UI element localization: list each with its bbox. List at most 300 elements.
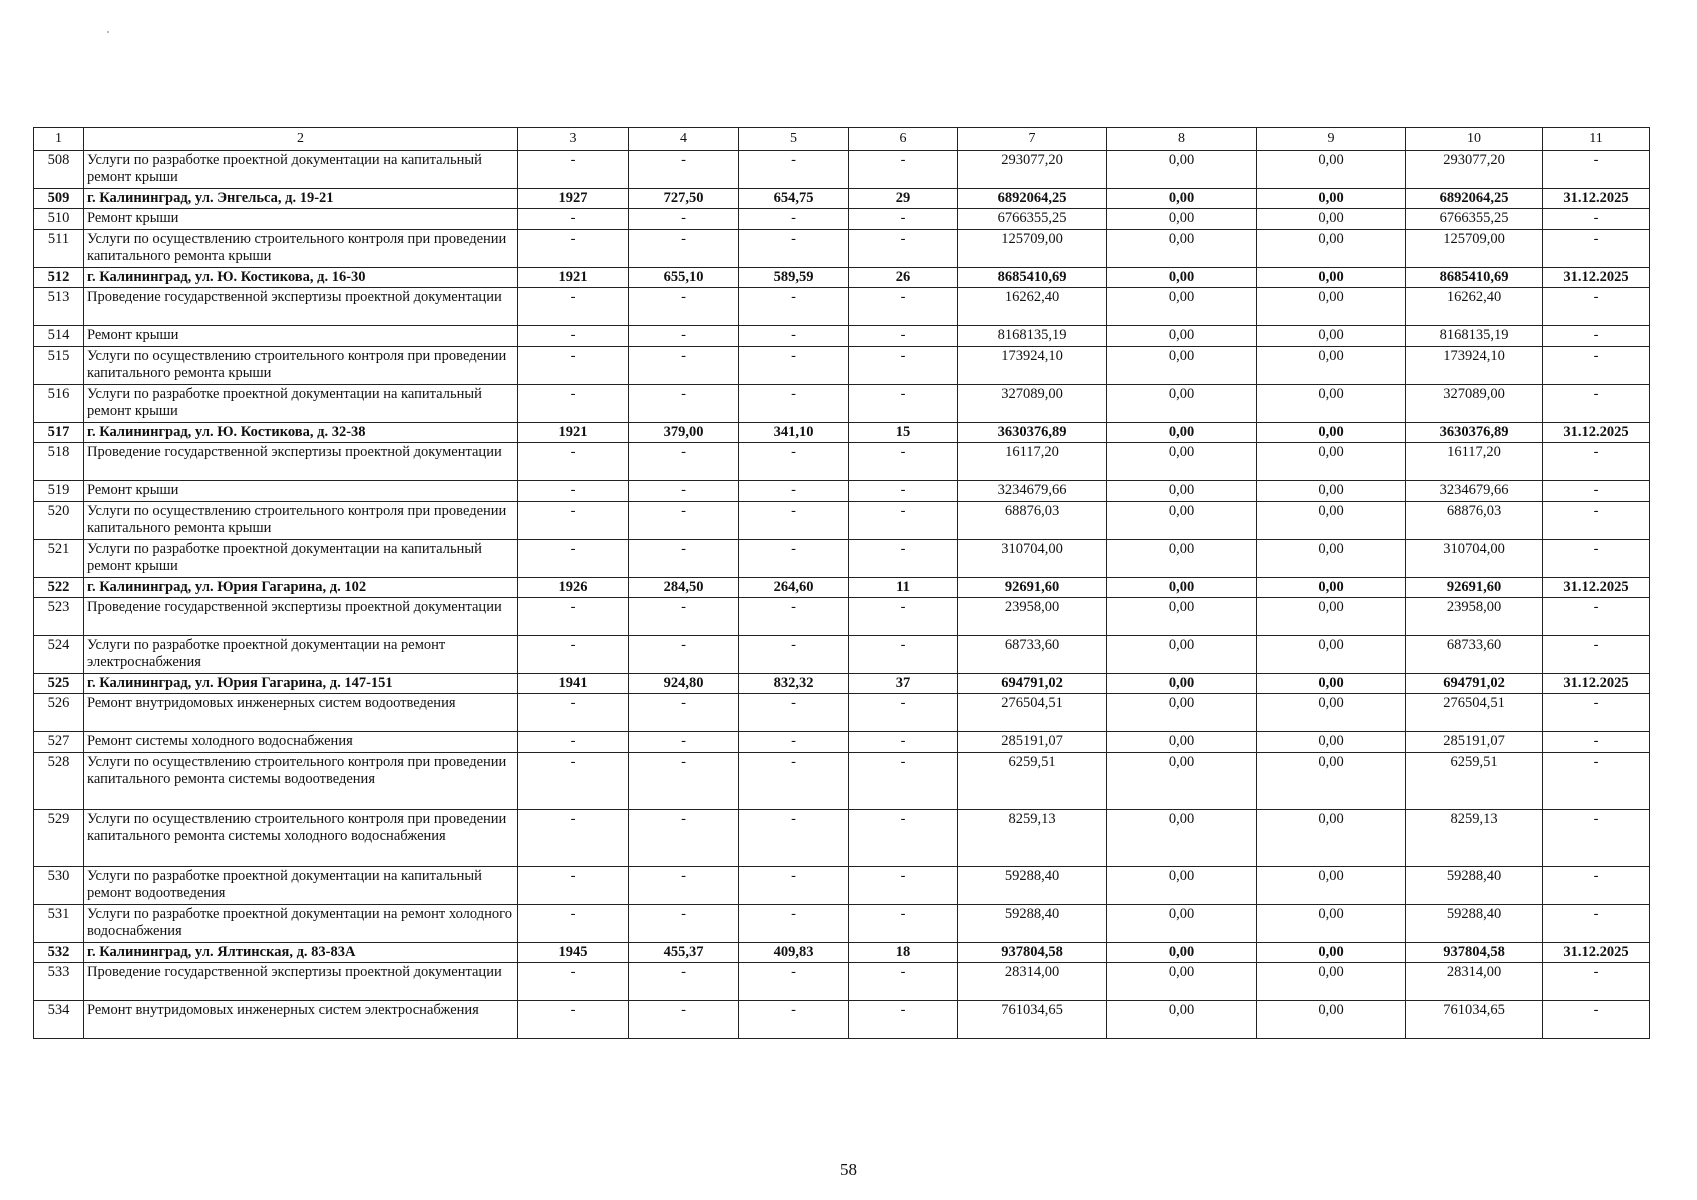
cell-residents: - [849,151,958,189]
column-header: 9 [1257,128,1406,151]
work-description: г. Калининград, ул. Ю. Костикова, д. 16-30 [84,268,518,288]
cell-total-cost: 310704,00 [958,540,1107,578]
cell-deadline: 31.12.2025 [1543,268,1650,288]
work-description: Услуги по осуществлению строительного контроля при проведении капитального ремонта системы водоотведения [84,753,518,810]
cell-owner-cost: 3234679,66 [1406,481,1543,502]
cell-budget-cost: 0,00 [1257,268,1406,288]
cell-area-living: - [739,209,849,230]
row-number: 515 [34,347,84,385]
work-row [34,963,1650,1001]
cell-area-total: - [629,598,739,636]
cell-year: - [518,963,629,1001]
cell-deadline: - [1543,481,1650,502]
cell-owner-cost: 59288,40 [1406,867,1543,905]
cell-residents: - [849,636,958,674]
cell-area-total: 655,10 [629,268,739,288]
column-header: 10 [1406,128,1543,151]
cell-owner-cost: 59288,40 [1406,905,1543,943]
cell-year: - [518,326,629,347]
cell-deadline: 31.12.2025 [1543,674,1650,694]
cell-residents: - [849,1001,958,1039]
cell-total-cost: 6259,51 [958,753,1107,810]
cell-area-total: - [629,753,739,810]
cell-residents: - [849,230,958,268]
cell-total-cost: 694791,02 [958,674,1107,694]
work-description: г. Калининград, ул. Юрия Гагарина, д. 147-151 [84,674,518,694]
cell-residents: - [849,598,958,636]
cell-year: - [518,732,629,753]
cell-area-living: - [739,1001,849,1039]
work-description: г. Калининград, ул. Ю. Костикова, д. 32-38 [84,423,518,443]
row-number: 532 [34,943,84,963]
cell-year: - [518,209,629,230]
work-description: Проведение государственной экспертизы проектной документации [84,963,518,1001]
row-number: 524 [34,636,84,674]
cell-fund-cost: 0,00 [1107,268,1257,288]
row-number: 527 [34,732,84,753]
cell-deadline: - [1543,1001,1650,1039]
cell-deadline: - [1543,905,1650,943]
cell-area-living: - [739,385,849,423]
cell-area-living: - [739,443,849,481]
cell-area-total: 727,50 [629,189,739,209]
work-description: Услуги по разработке проектной документации на капитальный ремонт водоотведения [84,867,518,905]
cell-area-total: - [629,347,739,385]
row-number: 512 [34,268,84,288]
cell-area-total: - [629,209,739,230]
work-row [34,810,1650,867]
work-description: г. Калининград, ул. Ялтинская, д. 83-83А [84,943,518,963]
cell-area-living: 264,60 [739,578,849,598]
cell-budget-cost: 0,00 [1257,347,1406,385]
cell-budget-cost: 0,00 [1257,753,1406,810]
capital-repair-table [33,127,1650,1039]
cell-deadline: - [1543,732,1650,753]
work-row [34,209,1650,230]
cell-fund-cost: 0,00 [1107,347,1257,385]
cell-area-total: 455,37 [629,943,739,963]
cell-area-living: - [739,753,849,810]
work-description: Услуги по осуществлению строительного контроля при проведении капитального ремонта крыши [84,347,518,385]
work-row [34,598,1650,636]
cell-owner-cost: 285191,07 [1406,732,1543,753]
work-description: Ремонт внутридомовых инженерных систем электроснабжения [84,1001,518,1039]
cell-year: - [518,443,629,481]
cell-budget-cost: 0,00 [1257,189,1406,209]
cell-total-cost: 327089,00 [958,385,1107,423]
cell-year: - [518,694,629,732]
cell-owner-cost: 173924,10 [1406,347,1543,385]
cell-owner-cost: 761034,65 [1406,1001,1543,1039]
cell-total-cost: 68876,03 [958,502,1107,540]
cell-budget-cost: 0,00 [1257,230,1406,268]
row-number: 513 [34,288,84,326]
cell-area-total: - [629,288,739,326]
row-number: 521 [34,540,84,578]
cell-budget-cost: 0,00 [1257,963,1406,1001]
cell-year: - [518,502,629,540]
cell-year: 1921 [518,423,629,443]
work-row [34,753,1650,810]
cell-area-total: - [629,481,739,502]
cell-deadline: - [1543,502,1650,540]
cell-total-cost: 276504,51 [958,694,1107,732]
cell-owner-cost: 3630376,89 [1406,423,1543,443]
cell-fund-cost: 0,00 [1107,502,1257,540]
cell-year: 1941 [518,674,629,694]
cell-budget-cost: 0,00 [1257,943,1406,963]
cell-area-total: 284,50 [629,578,739,598]
cell-residents: - [849,443,958,481]
cell-deadline: - [1543,326,1650,347]
cell-area-total: - [629,1001,739,1039]
row-number: 517 [34,423,84,443]
cell-year: - [518,598,629,636]
cell-fund-cost: 0,00 [1107,674,1257,694]
cell-owner-cost: 125709,00 [1406,230,1543,268]
cell-area-living: 341,10 [739,423,849,443]
cell-deadline: - [1543,151,1650,189]
cell-deadline: - [1543,867,1650,905]
work-row [34,230,1650,268]
address-row [34,674,1650,694]
column-header: 7 [958,128,1107,151]
row-number: 516 [34,385,84,423]
cell-owner-cost: 6892064,25 [1406,189,1543,209]
cell-budget-cost: 0,00 [1257,694,1406,732]
cell-fund-cost: 0,00 [1107,694,1257,732]
cell-year: - [518,636,629,674]
column-number-row [34,128,1650,151]
row-number: 529 [34,810,84,867]
address-row [34,943,1650,963]
cell-year: - [518,481,629,502]
cell-budget-cost: 0,00 [1257,636,1406,674]
cell-area-total: - [629,540,739,578]
row-number: 523 [34,598,84,636]
cell-area-living: - [739,230,849,268]
cell-budget-cost: 0,00 [1257,385,1406,423]
cell-area-living: - [739,347,849,385]
row-number: 522 [34,578,84,598]
cell-residents: - [849,867,958,905]
cell-total-cost: 92691,60 [958,578,1107,598]
cell-budget-cost: 0,00 [1257,326,1406,347]
cell-area-total: - [629,732,739,753]
cell-residents: - [849,385,958,423]
address-row [34,423,1650,443]
work-description: Услуги по осуществлению строительного контроля при проведении капитального ремонта крыши [84,230,518,268]
cell-fund-cost: 0,00 [1107,385,1257,423]
cell-fund-cost: 0,00 [1107,636,1257,674]
cell-area-total: - [629,151,739,189]
work-row [34,481,1650,502]
cell-year: 1945 [518,943,629,963]
cell-total-cost: 59288,40 [958,867,1107,905]
row-number: 534 [34,1001,84,1039]
work-description: Ремонт внутридомовых инженерных систем водоотведения [84,694,518,732]
cell-fund-cost: 0,00 [1107,732,1257,753]
cell-fund-cost: 0,00 [1107,230,1257,268]
cell-deadline: - [1543,230,1650,268]
cell-year: - [518,385,629,423]
cell-owner-cost: 8168135,19 [1406,326,1543,347]
cell-fund-cost: 0,00 [1107,151,1257,189]
cell-budget-cost: 0,00 [1257,810,1406,867]
cell-fund-cost: 0,00 [1107,963,1257,1001]
cell-area-living: - [739,540,849,578]
work-description: Проведение государственной экспертизы проектной документации [84,443,518,481]
cell-area-living: 409,83 [739,943,849,963]
cell-year: 1921 [518,268,629,288]
cell-area-living: 832,32 [739,674,849,694]
cell-residents: - [849,905,958,943]
cell-residents: - [849,502,958,540]
column-header: 8 [1107,128,1257,151]
cell-owner-cost: 16117,20 [1406,443,1543,481]
cell-area-total: - [629,905,739,943]
row-number: 533 [34,963,84,1001]
work-row [34,151,1650,189]
cell-area-total: - [629,963,739,1001]
work-row [34,636,1650,674]
column-header: 1 [34,128,84,151]
cell-total-cost: 8168135,19 [958,326,1107,347]
work-description: Услуги по разработке проектной документации на ремонт холодного водоснабжения [84,905,518,943]
scan-speck [107,31,109,33]
cell-budget-cost: 0,00 [1257,443,1406,481]
row-number: 518 [34,443,84,481]
cell-fund-cost: 0,00 [1107,867,1257,905]
cell-area-living: - [739,502,849,540]
work-description: г. Калининград, ул. Юрия Гагарина, д. 102 [84,578,518,598]
cell-area-living: - [739,288,849,326]
cell-fund-cost: 0,00 [1107,288,1257,326]
cell-area-total: - [629,810,739,867]
work-row [34,694,1650,732]
cell-total-cost: 3234679,66 [958,481,1107,502]
cell-deadline: - [1543,443,1650,481]
cell-area-total: - [629,443,739,481]
cell-owner-cost: 8259,13 [1406,810,1543,867]
work-row [34,347,1650,385]
column-header: 4 [629,128,739,151]
cell-area-total: - [629,502,739,540]
work-row [34,385,1650,423]
work-description: Услуги по осуществлению строительного контроля при проведении капитального ремонта крыши [84,502,518,540]
cell-deadline: 31.12.2025 [1543,423,1650,443]
cell-budget-cost: 0,00 [1257,502,1406,540]
cell-total-cost: 8685410,69 [958,268,1107,288]
cell-total-cost: 6766355,25 [958,209,1107,230]
cell-area-total: - [629,867,739,905]
cell-budget-cost: 0,00 [1257,598,1406,636]
cell-budget-cost: 0,00 [1257,481,1406,502]
cell-deadline: 31.12.2025 [1543,943,1650,963]
cell-year: - [518,347,629,385]
row-number: 520 [34,502,84,540]
cell-fund-cost: 0,00 [1107,326,1257,347]
cell-budget-cost: 0,00 [1257,423,1406,443]
cell-owner-cost: 276504,51 [1406,694,1543,732]
cell-deadline: - [1543,288,1650,326]
work-description: Ремонт крыши [84,481,518,502]
cell-area-living: - [739,867,849,905]
cell-fund-cost: 0,00 [1107,540,1257,578]
cell-fund-cost: 0,00 [1107,578,1257,598]
cell-total-cost: 761034,65 [958,1001,1107,1039]
cell-budget-cost: 0,00 [1257,151,1406,189]
cell-residents: - [849,326,958,347]
column-header: 3 [518,128,629,151]
cell-year: - [518,230,629,268]
cell-total-cost: 59288,40 [958,905,1107,943]
cell-budget-cost: 0,00 [1257,288,1406,326]
cell-budget-cost: 0,00 [1257,905,1406,943]
cell-owner-cost: 694791,02 [1406,674,1543,694]
work-description: Услуги по разработке проектной документации на капитальный ремонт крыши [84,151,518,189]
row-number: 526 [34,694,84,732]
cell-total-cost: 6892064,25 [958,189,1107,209]
cell-total-cost: 125709,00 [958,230,1107,268]
column-header: 11 [1543,128,1650,151]
row-number: 509 [34,189,84,209]
cell-deadline: - [1543,598,1650,636]
cell-year: - [518,867,629,905]
cell-fund-cost: 0,00 [1107,598,1257,636]
work-description: Ремонт системы холодного водоснабжения [84,732,518,753]
cell-fund-cost: 0,00 [1107,943,1257,963]
cell-total-cost: 28314,00 [958,963,1107,1001]
cell-deadline: - [1543,963,1650,1001]
cell-budget-cost: 0,00 [1257,867,1406,905]
cell-budget-cost: 0,00 [1257,578,1406,598]
cell-deadline: - [1543,810,1650,867]
cell-deadline: - [1543,636,1650,674]
cell-area-living: - [739,905,849,943]
cell-owner-cost: 310704,00 [1406,540,1543,578]
cell-deadline: - [1543,540,1650,578]
cell-total-cost: 16262,40 [958,288,1107,326]
cell-fund-cost: 0,00 [1107,753,1257,810]
cell-budget-cost: 0,00 [1257,732,1406,753]
cell-total-cost: 293077,20 [958,151,1107,189]
cell-area-total: 924,80 [629,674,739,694]
work-row [34,1001,1650,1039]
address-row [34,578,1650,598]
cell-fund-cost: 0,00 [1107,443,1257,481]
work-description: Ремонт крыши [84,326,518,347]
cell-residents: - [849,481,958,502]
work-row [34,443,1650,481]
cell-deadline: - [1543,385,1650,423]
work-row [34,502,1650,540]
work-row [34,288,1650,326]
row-number: 530 [34,867,84,905]
cell-residents: - [849,347,958,385]
cell-residents: - [849,540,958,578]
cell-residents: - [849,963,958,1001]
cell-owner-cost: 92691,60 [1406,578,1543,598]
work-description: Услуги по осуществлению строительного контроля при проведении капитального ремонта системы холодного водоснабжения [84,810,518,867]
work-row [34,326,1650,347]
cell-total-cost: 285191,07 [958,732,1107,753]
cell-residents: 29 [849,189,958,209]
cell-total-cost: 173924,10 [958,347,1107,385]
row-number: 528 [34,753,84,810]
cell-year: 1926 [518,578,629,598]
cell-owner-cost: 68876,03 [1406,502,1543,540]
work-row [34,732,1650,753]
cell-total-cost: 3630376,89 [958,423,1107,443]
cell-deadline: 31.12.2025 [1543,189,1650,209]
cell-year: 1927 [518,189,629,209]
cell-area-total: - [629,385,739,423]
cell-area-total: - [629,636,739,674]
page-number: 58 [840,1160,857,1179]
work-description: Ремонт крыши [84,209,518,230]
cell-area-living: - [739,636,849,674]
cell-year: - [518,905,629,943]
cell-deadline: 31.12.2025 [1543,578,1650,598]
cell-residents: 26 [849,268,958,288]
cell-total-cost: 68733,60 [958,636,1107,674]
cell-total-cost: 937804,58 [958,943,1107,963]
row-number: 510 [34,209,84,230]
cell-residents: - [849,732,958,753]
cell-total-cost: 23958,00 [958,598,1107,636]
cell-residents: - [849,209,958,230]
cell-year: - [518,540,629,578]
cell-area-living: - [739,481,849,502]
cell-year: - [518,810,629,867]
cell-area-living: - [739,694,849,732]
cell-year: - [518,753,629,810]
work-description: Услуги по разработке проектной документации на ремонт электроснабжения [84,636,518,674]
address-row [34,189,1650,209]
cell-owner-cost: 23958,00 [1406,598,1543,636]
row-number: 531 [34,905,84,943]
row-number: 514 [34,326,84,347]
cell-area-total: - [629,694,739,732]
cell-budget-cost: 0,00 [1257,674,1406,694]
table-body [34,128,1650,1039]
cell-residents: 15 [849,423,958,443]
cell-owner-cost: 6259,51 [1406,753,1543,810]
work-row [34,905,1650,943]
cell-residents: - [849,810,958,867]
cell-fund-cost: 0,00 [1107,810,1257,867]
cell-deadline: - [1543,694,1650,732]
cell-residents: 37 [849,674,958,694]
cell-residents: - [849,753,958,810]
cell-residents: 18 [849,943,958,963]
cell-area-living: - [739,151,849,189]
work-description: Проведение государственной экспертизы проектной документации [84,598,518,636]
row-number: 519 [34,481,84,502]
cell-owner-cost: 327089,00 [1406,385,1543,423]
work-row [34,540,1650,578]
cell-owner-cost: 28314,00 [1406,963,1543,1001]
cell-fund-cost: 0,00 [1107,189,1257,209]
column-header: 5 [739,128,849,151]
cell-area-living: 654,75 [739,189,849,209]
cell-deadline: - [1543,209,1650,230]
work-description: Проведение государственной экспертизы проектной документации [84,288,518,326]
work-description: Услуги по разработке проектной документации на капитальный ремонт крыши [84,385,518,423]
column-header: 6 [849,128,958,151]
cell-budget-cost: 0,00 [1257,540,1406,578]
